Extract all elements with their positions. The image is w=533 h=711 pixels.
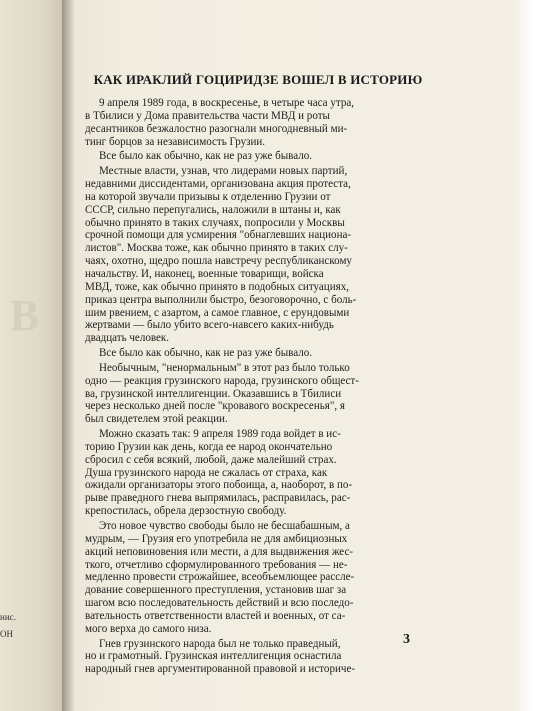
text-line: мудрым, — Грузия его употребила не для амбициозных — [85, 532, 348, 545]
text-line: одно — реакция грузинского народа, грузинского общест- — [85, 374, 359, 387]
paragraph — [85, 428, 420, 518]
left-page-fragment: нис. — [0, 612, 16, 622]
left-page-fragment: ОН — [0, 629, 13, 639]
text-line: в Тбилиси у Дома правительства части МВД и роты — [85, 109, 330, 122]
text-line: народный гнев аргументированной правовой и историче- — [85, 663, 356, 676]
paragraph — [85, 150, 420, 163]
text-line: начальству. И, наконец, военные товарищи, войска — [85, 267, 324, 280]
text-line: ожидали организаторы этого побоища, а, наоборот, в по- — [85, 479, 353, 492]
text-line: 9 апреля 1989 года, в воскресенье, в четыре часа утра, — [99, 97, 355, 109]
text-line: вательность ответственности властей и военных, от са- — [85, 609, 346, 622]
text-line: Гнев грузинского народа был не только праведный, — [99, 637, 341, 650]
text-line: жертвами — было убито всего-навсего каких-нибудь — [85, 319, 334, 332]
book-gutter — [62, 0, 74, 711]
text-line: Можно сказать так: 9 апреля 1989 года войдет в ис- — [99, 428, 341, 441]
text-line: медленно провести строжайшее, всеобъемлющее рассле- — [85, 571, 355, 584]
text-line: Это новое чувство свободы было не бесшабашным, а — [99, 520, 350, 532]
text-line: недавними диссидентами, организована акция протеста, — [85, 178, 351, 191]
text-line: двадцать человек. — [85, 332, 170, 345]
paragraph — [85, 165, 420, 345]
text-line: чаях, охотно, щедро пошла навстречу республиканскому — [85, 255, 352, 268]
text-line: обычно принято в таких случаях, попросили у Москвы — [85, 216, 345, 229]
text-line: приказ центра выполнили быстро, безоговорочно, с боль- — [85, 293, 357, 306]
paragraph — [85, 520, 420, 636]
paragraph — [85, 362, 420, 426]
text-line: листов". Москва тоже, как обычно принято в таких слу- — [85, 242, 348, 255]
text-line: шим рвением, с азартом, а самое главное, с ерундовыми — [85, 306, 350, 319]
show-through-letter: В — [10, 291, 40, 340]
page-edge — [513, 0, 533, 711]
text-line: шагом всю последовательность действий и всю последо- — [85, 597, 354, 610]
text-line: срочной помощи для усмирения "обнаглевших национа- — [85, 229, 352, 242]
body-text — [85, 97, 420, 678]
text-line: Все было как обычно, как не раз уже бывало. — [99, 150, 313, 163]
text-line: десантников безжалостно разогнали многодневный ми- — [85, 122, 348, 135]
text-line: торию Грузии как день, когда ее народ окончательно — [85, 440, 333, 453]
text-line: был свидетелем этой реакции. — [85, 413, 228, 426]
text-line: тинг борцов за независимость Грузии. — [85, 135, 266, 148]
paragraph — [85, 347, 420, 360]
text-line: сбросил с себя всякий, любой, даже малейший страх. — [85, 453, 337, 466]
paragraph — [85, 638, 420, 677]
text-line: через несколько дней после "кровавого воскресенья", я — [85, 400, 345, 413]
text-line: ткого, отчетливо сформулированного требования — не- — [85, 558, 348, 571]
text-line: на которой звучали призывы к отделению Грузии от — [85, 190, 331, 203]
text-line: МВД, тоже, как обычно принято в подобных ситуациях, — [85, 280, 349, 293]
text-line: Душа грузинского народа не сжалась от страха, как — [85, 466, 328, 479]
text-line: Все было как обычно, как не раз уже бывало. — [99, 347, 313, 360]
text-line: Необычным, "ненормальным" в этот раз было только — [99, 361, 350, 374]
chapter-title: КАК ИРАКЛИЙ ГОЦИРИДЗЕ ВОШЕЛ В ИСТОРИЮ — [93, 72, 423, 87]
text-line: СССР, сильно перепугались, наложили в штаны и, как — [85, 203, 341, 216]
text-line: Местные власти, узнав, что лидерами новых партий, — [99, 165, 348, 178]
text-line: ва, грузинской интеллигенции. Оказавшись в Тбилиси — [85, 387, 342, 400]
text-line: дование совершенного преступления, установив шаг за — [85, 584, 347, 597]
text-line: крепостилась, обрела дерзостную свободу. — [85, 505, 287, 518]
paragraph — [85, 97, 420, 148]
left-page-margin — [0, 0, 62, 711]
page-number: 3 — [403, 632, 410, 647]
text-line: мого верха до самого низа. — [85, 622, 212, 635]
text-line: но и грамотный. Грузинская интеллигенция оснастила — [85, 650, 342, 663]
text-line: акций неповиновения или мести, а для выдвижения жес- — [85, 545, 354, 558]
text-line: рыве праведного гнева выпрямилась, расправилась, рас- — [85, 492, 351, 505]
